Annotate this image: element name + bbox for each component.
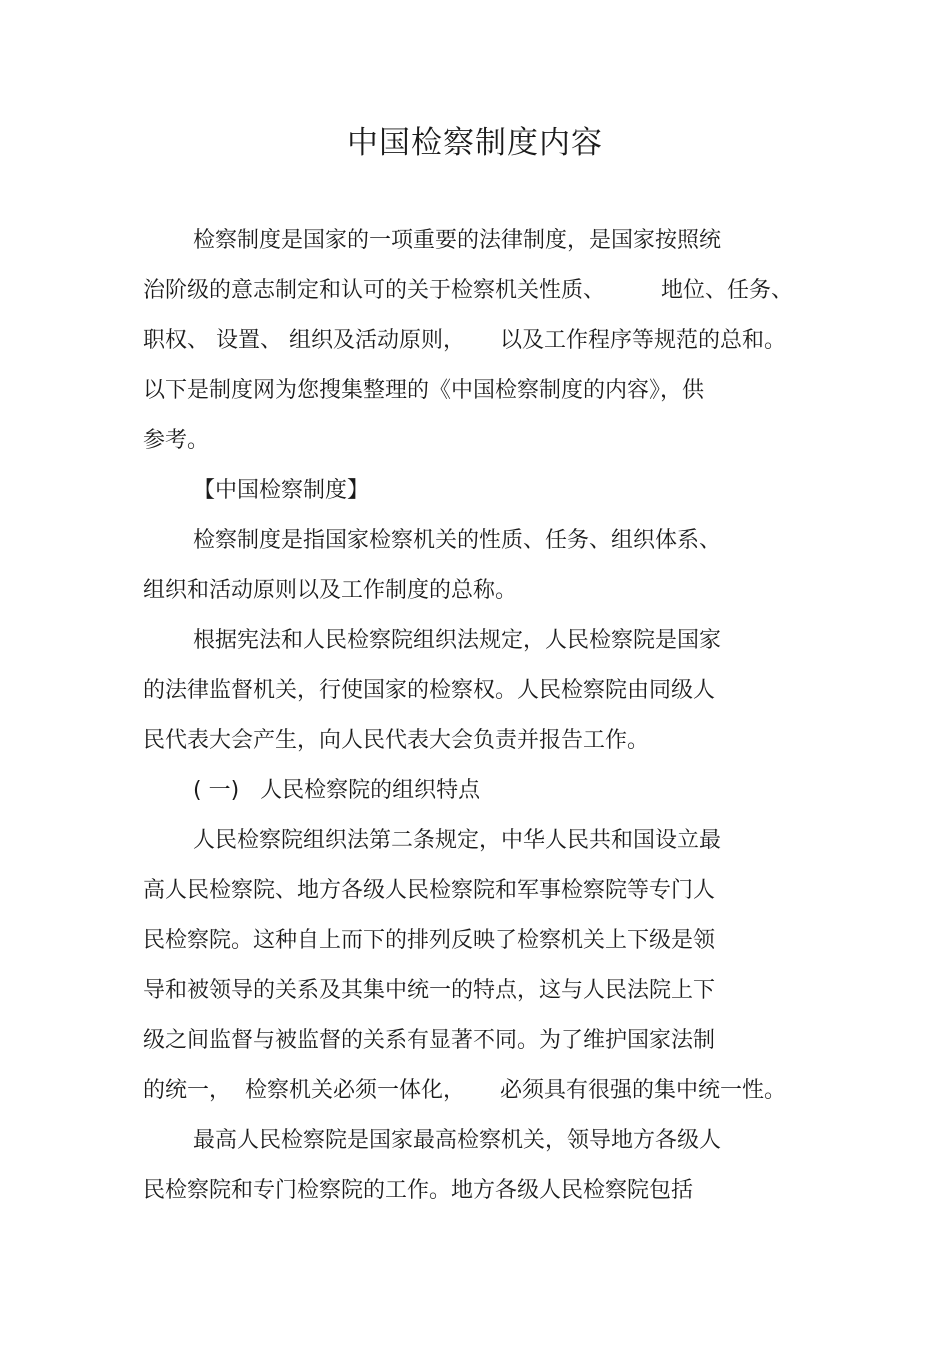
section-heading: 【中国检察制度】	[193, 478, 370, 503]
paragraph-line: 治阶级的意志制定和认可的关于检察机关性质、 地位、任务、	[143, 278, 793, 303]
paragraph-line: 导和被领导的关系及其集中统一的特点，这与人民法院上下	[143, 978, 716, 1003]
paragraph-line: 根据宪法和人民检察院组织法规定，人民检察院是国家	[193, 628, 722, 653]
paragraph-line: 最高人民检察院是国家最高检察机关，领导地方各级人	[193, 1128, 722, 1153]
paragraph-line: 的法律监督机关，行使国家的检察权。人民检察院由同级人	[143, 678, 716, 703]
paragraph-line: 民检察院和专门检察院的工作。地方各级人民检察院包括	[143, 1178, 694, 1203]
subsection-heading: ( 一) 人民检察院的组织特点	[193, 778, 481, 803]
paragraph-line: 高人民检察院、地方各级人民检察院和军事检察院等专门人	[143, 878, 716, 903]
paragraph-line: 职权、 设置、 组织及活动原则， 以及工作程序等规范的总和。	[143, 328, 786, 353]
paragraph-line: 组织和活动原则以及工作制度的总称。	[143, 578, 518, 603]
paragraph-line: 检察制度是国家的一项重要的法律制度，是国家按照统	[193, 228, 722, 253]
document-title: 中国检察制度内容	[347, 125, 603, 161]
paragraph-line: 民检察院。这种自上而下的排列反映了检察机关上下级是领	[143, 928, 716, 953]
paragraph-line: 人民检察院组织法第二条规定，中华人民共和国设立最	[193, 828, 722, 853]
paragraph-line: 以下是制度网为您搜集整理的《中国检察制度的内容》，供	[143, 378, 705, 403]
paragraph-line: 级之间监督与被监督的关系有显著不同。为了维护国家法制	[143, 1028, 716, 1053]
paragraph-line: 的统一， 检察机关必须一体化， 必须具有很强的集中统一性。	[143, 1078, 786, 1103]
paragraph-line: 参考。	[143, 428, 210, 453]
paragraph-line: 民代表大会产生，向人民代表大会负责并报告工作。	[143, 728, 650, 753]
paragraph-line: 检察制度是指国家检察机关的性质、任务、组织体系、	[193, 528, 722, 553]
